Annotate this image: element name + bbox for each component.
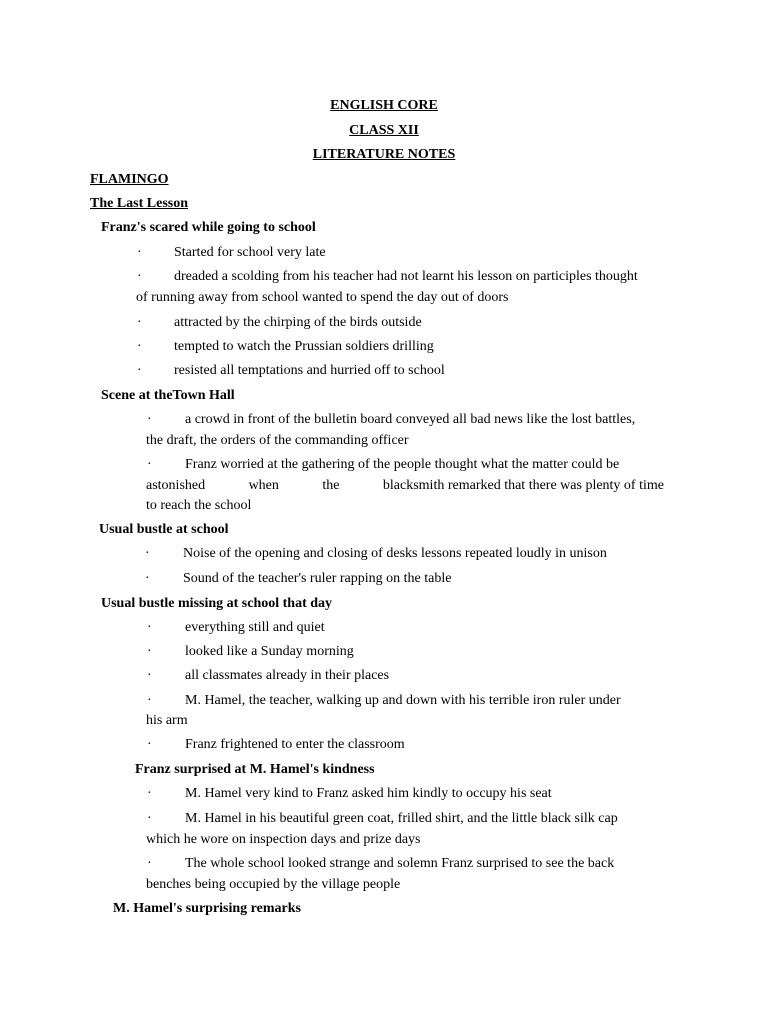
section-heading: Scene at theTown Hall [101, 388, 235, 403]
item-text-continued: his arm [146, 713, 188, 728]
section-heading: Franz's scared while going to school [101, 220, 316, 235]
section-heading: Franz surprised at M. Hamel's kindness [135, 762, 375, 777]
item-text: Franz worried at the gathering of the people thought what the matter could be [185, 457, 620, 472]
item-text: M. Hamel in his beautiful green coat, frilled shirt, and the little black silk cap [185, 811, 618, 826]
item-text: M. Hamel, the teacher, walking up and down with his terrible iron ruler under [185, 693, 621, 708]
word: astonished [146, 478, 206, 493]
item-text: a crowd in front of the bulletin board conveyed all bad news like the lost battles, [185, 412, 636, 427]
bullet-glyph: · [147, 668, 152, 683]
document-title: LITERATURE NOTES [312, 147, 456, 162]
bullet-glyph: · [145, 546, 150, 561]
document-class: CLASS XII [349, 123, 419, 138]
word: the [322, 478, 340, 493]
bullet-glyph: · [147, 786, 152, 801]
bullet-glyph: · [137, 269, 142, 284]
bullet-glyph: · [137, 339, 142, 354]
chapter-title: The Last Lesson [90, 196, 189, 211]
section-heading: M. Hamel's surprising remarks [113, 901, 301, 916]
section-heading: Usual bustle at school [99, 522, 229, 537]
item-text: The whole school looked strange and solemn Franz surprised to see the back [185, 856, 615, 871]
bullet-glyph: · [137, 245, 142, 260]
item-text: dreaded a scolding from his teacher had not learnt his lesson on participles thought [174, 269, 638, 284]
bullet-glyph: · [137, 315, 142, 330]
section-heading: Usual bustle missing at school that day [101, 596, 333, 611]
item-text: Noise of the opening and closing of desks lessons repeated loudly in unison [183, 546, 607, 561]
item-text-continued: to reach the school [146, 498, 252, 513]
item-text-continued: which he wore on inspection days and prize days [146, 832, 421, 847]
item-text: all classmates already in their places [185, 668, 390, 683]
word: when [248, 478, 279, 493]
bullet-glyph: · [145, 571, 150, 586]
document-subject: ENGLISH CORE [330, 98, 438, 113]
bullet-glyph: · [147, 856, 152, 871]
bullet-glyph: · [147, 644, 152, 659]
item-text-continued: of running away from school wanted to spend the day out of doors [136, 290, 509, 305]
item-text: Sound of the teacher's ruler rapping on the table [183, 571, 452, 586]
book-title: FLAMINGO [90, 172, 169, 187]
item-text: tempted to watch the Prussian soldiers drilling [174, 339, 434, 354]
bullet-glyph: · [147, 457, 152, 472]
bullet-glyph: · [147, 620, 152, 635]
item-text: resisted all temptations and hurried off to school [174, 363, 445, 378]
item-text: M. Hamel very kind to Franz asked him kindly to occupy his seat [185, 786, 552, 801]
item-text: looked like a Sunday morning [185, 644, 354, 659]
bullet-glyph: · [147, 737, 152, 752]
bullet-glyph: · [137, 363, 142, 378]
item-text: attracted by the chirping of the birds outside [174, 315, 422, 330]
item-text: Started for school very late [174, 245, 326, 260]
bullet-glyph: · [147, 811, 152, 826]
bullet-glyph: · [147, 693, 152, 708]
item-text-continued: the draft, the orders of the commanding officer [146, 433, 409, 448]
word: blacksmith remarked that there was plenty of time [382, 478, 664, 493]
justified-line [146, 476, 664, 496]
item-text: Franz frightened to enter the classroom [185, 737, 405, 752]
item-text-continued: benches being occupied by the village people [146, 877, 401, 892]
item-text: everything still and quiet [185, 620, 325, 635]
bullet-glyph: · [147, 412, 152, 427]
